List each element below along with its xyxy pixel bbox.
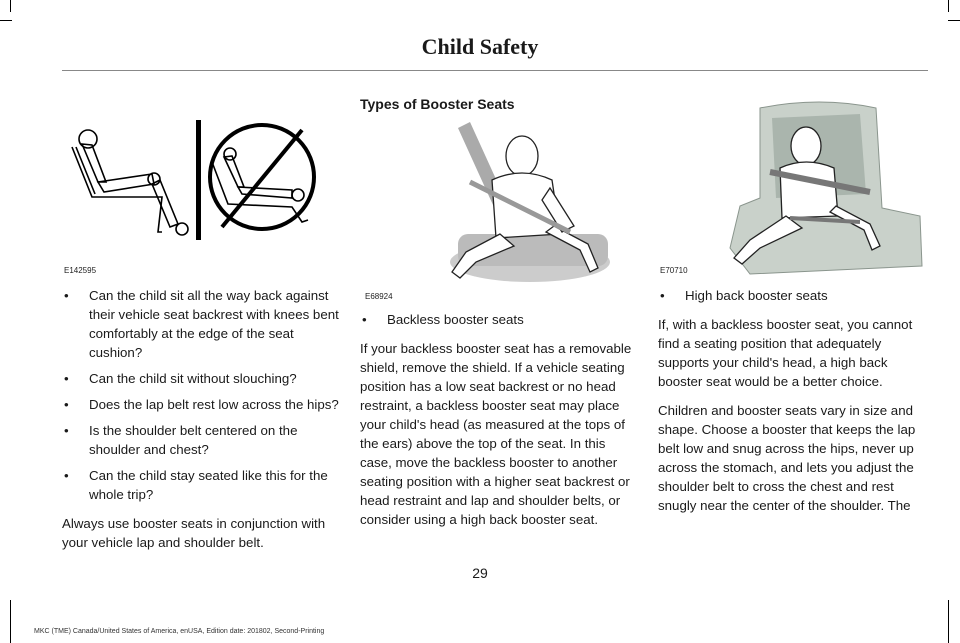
page-title: Child Safety <box>421 34 539 59</box>
crop-mark <box>948 0 949 12</box>
checklist <box>62 286 344 504</box>
paragraph: Children and booster seats vary in size and shape. Choose a booster that keeps the lap belt low and snug across the hips, never up across the stomach, and lets you adjust the shoulder belt to cross the chest and rest snugly near the center of the shoulder. The <box>658 403 916 513</box>
figure-id: E142595 <box>64 266 97 275</box>
crop-mark <box>948 20 960 21</box>
figure-id: E68924 <box>365 292 393 301</box>
list-item: • Can the child sit all the way back against their vehicle seat backrest with knees bent comfortably at the edge of the seat cushion? <box>62 286 344 362</box>
backless-booster-illustration <box>430 122 630 292</box>
left-column <box>62 286 344 562</box>
list-item: • Can the child sit without slouching? <box>62 369 344 388</box>
page-number: 29 <box>472 565 488 581</box>
seating-posture-illustration <box>62 112 330 282</box>
paragraph: If your backless booster seat has a removable shield, remove the shield. If a vehicle seating position has a low seat backrest or no head restraint, a backless booster seat may place your child's head (as measured at the tops of the ears) above the top of the seat. In this case, move the backless booster to another seating position with a higher seat backrest or head restraint and lap and shoulder belts, or consider using a high back booster seat. <box>360 341 632 527</box>
figure-id: E70710 <box>660 266 688 275</box>
paragraph: Always use booster seats in conjunction with your vehicle lap and shoulder belt. <box>62 516 326 550</box>
bullet-list <box>360 310 632 329</box>
high-back-booster-illustration <box>710 98 928 276</box>
header-divider <box>62 70 928 71</box>
section-title: Types of Booster Seats <box>360 96 515 112</box>
crop-mark <box>10 0 11 12</box>
crop-mark <box>10 600 11 643</box>
list-item: • Can the child stay seated like this for the whole trip? <box>62 466 344 504</box>
footer-text: MKC (TME) Canada/United States of America, enUSA, Edition date: 201802, Second-Printing <box>34 628 325 635</box>
list-item: • Is the shoulder belt centered on the shoulder and chest? <box>62 421 344 459</box>
list-item: • High back booster seats <box>658 286 928 305</box>
list-item: • Does the lap belt rest low across the hips? <box>62 395 344 414</box>
middle-column <box>360 310 632 539</box>
right-column <box>658 286 928 525</box>
bullet-list <box>658 286 928 305</box>
crop-mark <box>948 600 949 643</box>
list-item: • Backless booster seats <box>360 310 632 329</box>
crop-mark <box>0 20 12 21</box>
paragraph: If, with a backless booster seat, you cannot find a seating position that adequately supports your child's head, a high back booster seat would be a better choice. <box>658 317 913 389</box>
